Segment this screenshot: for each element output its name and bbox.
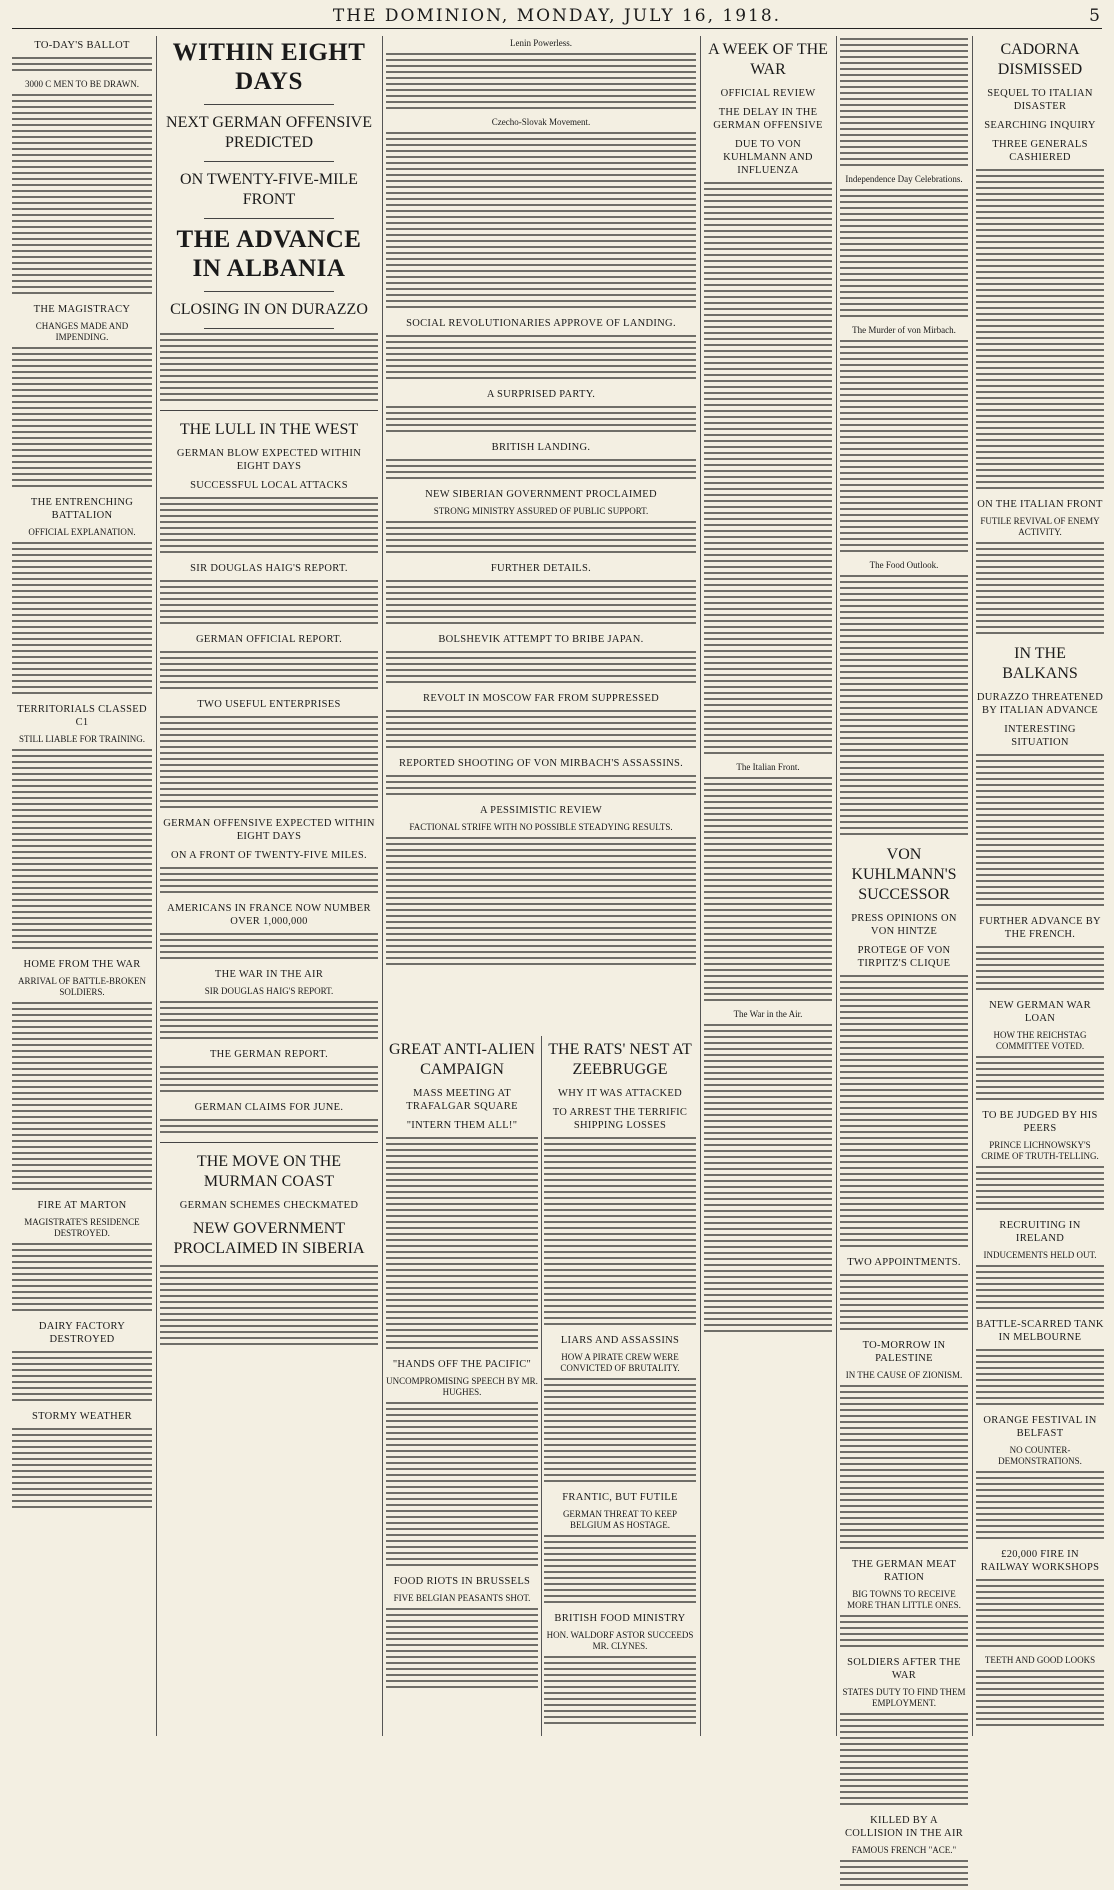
subheadline: HOME FROM THE WAR [23,959,141,970]
article-body-text [386,1137,538,1353]
column-divider [382,36,383,1736]
deck-line: PRINCE LICHNOWSKY'S CRIME OF TRUTH-TELLING. [981,1140,1099,1161]
column-2 [160,36,378,1736]
deck-line: 3000 C MEN TO BE DRAWN. [25,79,139,89]
subheadline: SOLDIERS AFTER THE WAR [847,1657,961,1681]
page-header [0,0,1114,30]
subheadline: PROTEGE OF VON TIRPITZ'S CLIQUE [857,945,951,969]
article-body-text [160,333,378,405]
deck-line: The Italian Front. [736,762,800,772]
subheadline: DUE TO VON KUHLMANN AND INFLUENZA [723,139,813,176]
article-body-text [160,867,378,897]
masthead: THE DOMINION, MONDAY, JULY 16, 1918. [332,6,782,26]
article-body-text [160,1066,378,1096]
headline: CLOSING IN ON DURAZZO [170,301,368,318]
article-body-text [840,975,968,1251]
subheadline: "INTERN THEM ALL!" [406,1120,518,1131]
article-body-text [160,933,378,963]
article-body-text [386,521,696,557]
subheadline: THREE GENERALS CASHIERED [992,139,1088,163]
subheadline: GERMAN OFFICIAL REPORT. [196,634,342,645]
article-body-text [840,340,968,556]
article-body-text [160,716,378,812]
subheadline: SEQUEL TO ITALIAN DISASTER [987,88,1093,112]
subheadline: DURAZZO THREATENED BY ITALIAN ADVANCE [976,692,1104,716]
column-divider [156,36,157,1736]
subheadline: FIRE AT MARTON [37,1200,127,1211]
article-body-text [704,1024,832,1336]
article-body-text [12,1351,152,1405]
article-body-text [704,777,832,1005]
subheadline: TO-MORROW IN PALESTINE [862,1340,946,1364]
article-body-text [12,1243,152,1315]
article-body-text [386,775,696,799]
subheadline: GERMAN CLAIMS FOR JUNE. [194,1102,344,1113]
subheadline: KILLED BY A COLLISION IN THE AIR [844,1815,964,1839]
subheadline: SEARCHING INQUIRY [984,120,1096,131]
article-body-text [386,335,696,383]
article-body-text [976,1670,1104,1730]
deck-line: FACTIONAL STRIFE WITH NO POSSIBLE STEADYING RESULTS. [409,822,673,832]
subheadline: TWO APPOINTMENTS. [847,1257,961,1268]
deck-line: INDUCEMENTS HELD OUT. [983,1250,1097,1260]
article-body-text [160,1001,378,1043]
article-body-text [386,580,696,628]
article-body-text [976,1579,1104,1651]
article-body-text [12,749,152,953]
subheadline: A SURPRISED PARTY. [486,389,596,400]
deck-line: BIG TOWNS TO RECEIVE MORE THAN LITTLE ONES. [847,1589,961,1610]
article-body-text [160,651,378,693]
subheadline: THE GERMAN REPORT. [209,1049,329,1060]
subheadline: TO-DAY'S BALLOT [34,40,130,51]
deck-line: MAGISTRATE'S RESIDENCE DESTROYED. [24,1217,140,1238]
headline-rule [204,161,335,162]
deck-line: TEETH AND GOOD LOOKS [984,1655,1096,1665]
subheadline: REPORTED SHOOTING OF VON MIRBACH'S ASSASSINS. [398,758,684,769]
article-body-text [12,347,152,491]
article-body-text [976,1349,1104,1409]
article-body-text [160,1119,378,1137]
subheadline: TO BE JUDGED BY HIS PEERS [982,1110,1098,1134]
subheadline: REVOLT IN MOSCOW FAR FROM SUPPRESSED [423,693,659,704]
subheadline: THE DELAY IN THE GERMAN OFFENSIVE [713,107,823,131]
article-body-text [976,1471,1104,1543]
headline: ON TWENTY-FIVE-MILE FRONT [180,171,358,208]
headline-rule [204,218,335,219]
subheadline: SUCCESSFUL LOCAL ATTACKS [190,480,348,491]
column-5 [840,36,968,1855]
section-rule [160,410,378,411]
article-body-text [976,754,1104,910]
column-divider [700,36,701,1736]
article-body-text [840,575,968,839]
column-4 [704,36,832,1736]
article-body-text [544,1535,696,1607]
headline-main: WITHIN EIGHT DAYS [172,39,366,95]
subheadline: ORANGE FESTIVAL IN BELFAST [983,1415,1097,1439]
deck-line: Czecho-Slovak Movement. [491,117,591,127]
column-divider [972,36,973,1736]
subheadline: DAIRY FACTORY DESTROYED [38,1321,126,1345]
deck-line: ARRIVAL OF BATTLE-BROKEN SOLDIERS. [17,976,146,997]
headline-main: THE ADVANCE IN ALBANIA [176,226,362,282]
subheadline: BATTLE-SCARRED TANK IN MELBOURNE [976,1319,1104,1343]
subheadline: TO ARREST THE TERRIFIC SHIPPING LOSSES [552,1107,688,1131]
subheadline: THE GERMAN MEAT RATION [851,1559,957,1583]
headline-rule [204,328,335,329]
headline: A WEEK OF THE WAR [708,41,828,78]
headline: IN THE BALKANS [1002,645,1078,682]
deck-line: HOW A PIRATE CREW WERE CONVICTED OF BRUTALITY. [560,1352,680,1373]
deck-line: UNCOMPROMISING SPEECH BY MR. HUGHES. [386,1376,538,1397]
subheadline: SOCIAL REVOLUTIONARIES APPROVE OF LANDING. [406,318,676,329]
column-6 [976,36,1104,1736]
subheadline: OFFICIAL REVIEW [720,88,816,99]
headline: THE RATS' NEST AT ZEEBRUGGE [548,1041,692,1078]
subheadline: TWO USEFUL ENTERPRISES [197,699,341,710]
subheadline: "HANDS OFF THE PACIFIC" [392,1359,532,1370]
column-divider [541,1036,542,1736]
subheadline: NEW SIBERIAN GOVERNMENT PROCLAIMED [425,489,657,500]
article-body-text [840,1274,968,1334]
deck-line: IN THE CAUSE OF ZIONISM. [845,1370,963,1380]
subheadline: THE WAR IN THE AIR [214,969,324,980]
subheadline: STORMY WEATHER [32,1411,132,1422]
headline-rule [204,291,335,292]
column-3a [386,1036,538,1736]
article-body-text [976,946,1104,994]
deck-line: NO COUNTER-DEMONSTRATIONS. [998,1445,1082,1466]
article-body-text [840,1385,968,1553]
deck-line: CHANGES MADE AND IMPENDING. [35,321,129,342]
headline: NEW GOVERNMENT PROCLAIMED IN SIBERIA [173,1220,365,1257]
page-number: 5 [1089,6,1100,26]
subheadline: THE ENTRENCHING BATTALION [30,497,134,521]
article-body-text [12,1002,152,1194]
deck-line: GERMAN THREAT TO KEEP BELGIUM AS HOSTAGE. [562,1509,678,1530]
headline: GREAT ANTI-ALIEN CAMPAIGN [389,1041,535,1078]
section-rule [160,1142,378,1143]
article-body-text [160,497,378,557]
article-body-text [976,1056,1104,1104]
article-body-text [386,132,696,312]
article-body-text [544,1137,696,1329]
deck-line: The Murder of von Mirbach. [852,325,956,335]
subheadline: FURTHER DETAILS. [490,563,592,574]
subheadline: TERRITORIALS CLASSED C1 [17,704,147,728]
subheadline: LIARS AND ASSASSINS [560,1335,680,1346]
deck-line: Independence Day Celebrations. [845,174,963,184]
article-body-text [386,837,696,969]
subheadline: ON THE ITALIAN FRONT [977,499,1103,510]
deck-line: FIVE BELGIAN PEASANTS SHOT. [393,1593,531,1603]
headline: THE MOVE ON THE MURMAN COAST [196,1153,342,1190]
deck-line: FAMOUS FRENCH "ACE." [851,1845,957,1855]
article-body-text [386,710,696,752]
subheadline: PRESS OPINIONS ON VON HINTZE [851,913,957,937]
article-body-text [12,1428,152,1512]
subheadline: FRANTIC, BUT FUTILE [562,1492,678,1503]
deck-line: STRONG MINISTRY ASSURED OF PUBLIC SUPPORT. [433,506,649,516]
deck-line: HOW THE REICHSTAG COMMITTEE VOTED. [993,1030,1087,1051]
article-body-text [12,57,152,75]
column-3-top [386,36,696,1036]
article-body-text [386,1402,538,1570]
deck-line: The Food Outlook. [869,560,939,570]
deck-line: STILL LIABLE FOR TRAINING. [19,734,145,744]
subheadline: SIR DOUGLAS HAIG'S REPORT. [190,563,348,574]
deck-line: OFFICIAL EXPLANATION. [28,527,136,537]
subheadline: THE MAGISTRACY [33,304,131,315]
article-body-text [386,1608,538,1692]
headline: CADORNA DISMISSED [997,41,1083,78]
article-body-text [704,182,832,758]
subheadline: BRITISH LANDING. [491,442,591,453]
article-body-text [840,189,968,321]
deck-line: STATES DUTY TO FIND THEM EMPLOYMENT. [842,1687,966,1708]
article-body-text [544,1378,696,1486]
headline: THE LULL IN THE WEST [179,421,359,438]
subheadline: FOOD RIOTS IN BRUSSELS [393,1576,531,1587]
subheadline: NEW GERMAN WAR LOAN [989,1000,1091,1024]
article-body-text [840,1713,968,1809]
deck-line: HON. WALDORF ASTOR SUCCEEDS MR. CLYNES. [546,1630,694,1651]
deck-line: Lenin Powerless. [510,38,572,48]
headline-rule [204,104,335,105]
column-1 [12,36,152,1736]
article-body-text [976,169,1104,493]
article-body-text [976,1166,1104,1214]
article-body-text [160,1265,378,1349]
article-body-text [386,651,696,687]
subheadline: £20,000 FIRE IN RAILWAY WORKSHOPS [980,1549,1100,1573]
subheadline: GERMAN OFFENSIVE EXPECTED WITHIN EIGHT DAYS [163,818,375,842]
article-body-text [386,459,696,483]
article-body-text [160,580,378,628]
column-3-split [386,1036,696,1736]
subheadline: RECRUITING IN IRELAND [999,1220,1081,1244]
subheadline: FURTHER ADVANCE BY THE FRENCH. [979,916,1101,940]
subheadline: INTERESTING SITUATION [1004,724,1076,748]
subheadline: BRITISH FOOD MINISTRY [554,1613,686,1624]
article-body-text [386,406,696,436]
article-body-text [12,542,152,698]
subheadline: A PESSIMISTIC REVIEW [479,805,603,816]
article-body-text [976,542,1104,638]
article-body-text [840,1860,968,1890]
headline: VON KUHLMANN'S SUCCESSOR [851,846,957,903]
article-body-text [840,1615,968,1651]
column-3 [386,36,696,1736]
column-3b [544,1036,696,1736]
article-body-text [12,94,152,298]
header-rule [12,28,1102,29]
subheadline: MASS MEETING AT TRAFALGAR SQUARE [406,1088,518,1112]
subheadline: GERMAN SCHEMES CHECKMATED [179,1200,359,1211]
subheadline: GERMAN BLOW EXPECTED WITHIN EIGHT DAYS [176,448,362,472]
deck-line: SIR DOUGLAS HAIG'S REPORT. [204,986,334,996]
subheadline: AMERICANS IN FRANCE NOW NUMBER OVER 1,000,000 [167,903,371,927]
deck-line: The War in the Air. [733,1009,803,1019]
subheadline: WHY IT WAS ATTACKED [558,1088,682,1099]
article-body-text [386,53,696,113]
subheadline: ON A FRONT OF TWENTY-FIVE MILES. [171,850,367,861]
subheadline: BOLSHEVIK ATTEMPT TO BRIBE JAPAN. [438,634,644,645]
column-divider [836,36,837,1736]
deck-line: FUTILE REVIVAL OF ENEMY ACTIVITY. [980,516,1100,537]
headline: NEXT GERMAN OFFENSIVE PREDICTED [166,114,372,151]
article-body-text [976,1265,1104,1313]
article-body-text [544,1656,696,1728]
article-body-text [840,38,968,170]
